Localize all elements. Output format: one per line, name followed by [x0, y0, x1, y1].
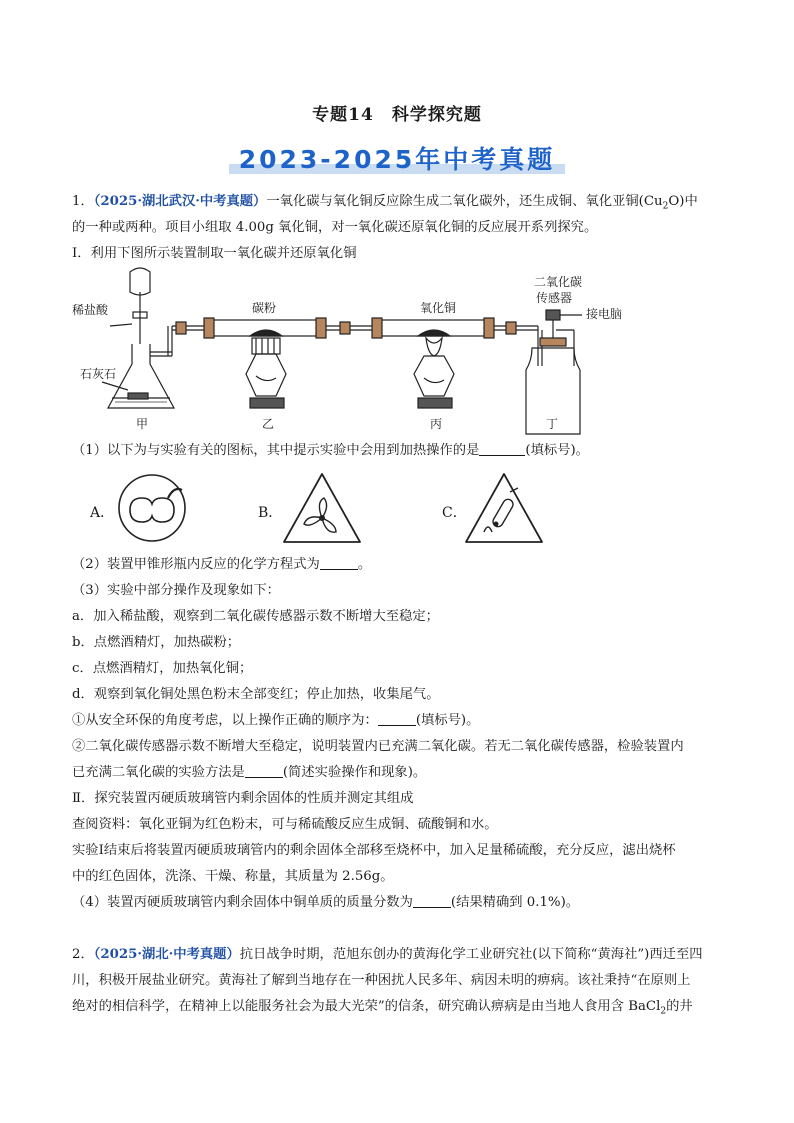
icon-label-b: B．: [258, 505, 283, 521]
banner: 2023-2025年中考真题: [233, 140, 562, 176]
q1-exp-line2: 中的红色固体，洗涤、干燥、称量，其质量为 2.56g。: [72, 869, 394, 884]
q1-sub2-a: （2）装置甲锥形瓶内反应的化学方程式为: [72, 557, 320, 572]
tube-yi: [204, 318, 326, 408]
q1-info: 查阅资料：氧化亚铜为红色粉末，可与稀硫酸反应生成铜、硫酸铜和水。: [72, 817, 498, 832]
heating-icon: [462, 470, 546, 546]
label-sensor-2: 传感器: [536, 291, 573, 305]
goggles-icon: [116, 472, 188, 544]
q1-intro-b: 中: [684, 194, 698, 209]
q2-source: （2025·湖北·中考真题）: [93, 947, 240, 962]
q1-sub3-1-b: (填标号)。: [415, 713, 480, 728]
q2-line3-a: 绝对的相信科学，在精神上以能服务社会为最大光荣”的信条，研究确认痹病是由当地人食用含 BaCl: [72, 999, 661, 1014]
q1-sub4-b: (结果精确到 0.1%)。: [450, 895, 580, 910]
q1-sub3-2-line2: [72, 760, 724, 786]
fan-icon: [280, 470, 364, 546]
q1-intro: [72, 189, 724, 267]
icon-label-c: C．: [442, 505, 467, 521]
q1-sub3-2-b: (简述实验操作和现象)。: [282, 765, 427, 780]
tube-bing: [372, 318, 494, 408]
bacl2-sub: 2: [660, 1006, 667, 1017]
q1-sub3-1-a: ①从安全环保的角度考虑，以上操作正确的顺序为：: [72, 713, 378, 728]
q2-line-2: 川，积极开展盐业研究。黄海社了解到当地存在一种困扰人民多年、病因未明的痹病。该社秉持“在原则上: [72, 973, 691, 988]
icon-label-a: A．: [90, 505, 115, 521]
q2: [72, 942, 724, 1020]
label-limestone: 石灰石: [80, 367, 117, 381]
label-hcl: 稀盐酸: [72, 303, 109, 317]
answer-blank-3[interactable]: [378, 711, 416, 726]
q1-part1: Ⅰ．利用下图所示装置制取一氧化碳并还原氧化铜: [72, 246, 357, 261]
label-sensor-1: 二氧化碳: [534, 275, 583, 289]
q2-line1-text: 抗日战争时期，范旭东创办的黄海化学工业研究社(以下简称“黄海社”)西迁至四: [239, 947, 703, 962]
q1-sub3-1: [72, 708, 724, 734]
label-yi: 乙: [262, 417, 275, 431]
answer-blank-4[interactable]: [245, 763, 283, 778]
apparatus-figure: [70, 266, 670, 438]
label-carbon: 碳粉: [252, 301, 277, 315]
q1-number: 1．: [72, 194, 94, 209]
label-bing: 丙: [430, 417, 443, 431]
label-computer: 接电脑: [586, 307, 623, 321]
q1-line-1: [72, 189, 724, 215]
q1-sub4: [72, 890, 724, 916]
q1-sub3-2-a: 已充满二氧化碳的实验方法是: [72, 765, 245, 780]
safety-icons: [70, 470, 630, 550]
step-a: a．加入稀盐酸，观察到二氧化碳传感器示数不断增大至稳定；: [72, 609, 439, 624]
q1-sub1: [72, 438, 724, 464]
q1-sub1-b: (填标号)。: [525, 443, 589, 458]
q2-line3-b: 的井: [666, 999, 693, 1014]
page-title: 专题14 科学探究题: [312, 105, 482, 125]
label-jia: 甲: [136, 417, 149, 431]
q2-number: 2．: [72, 947, 94, 962]
label-ding: 丁: [546, 417, 559, 431]
bottle-ding: [526, 310, 582, 434]
step-d: d．观察到氧化铜处黑色粉末全部变红；停止加热，收集尾气。: [72, 687, 440, 702]
cu2o-open: (Cu: [638, 194, 663, 209]
step-b: b．点燃酒精灯，加热碳粉；: [72, 635, 241, 650]
q1-sub1-a: （1）以下为与实验有关的图标，其中提示实验中会用到加热操作的是: [72, 443, 480, 458]
q1-sub3: （3）实验中部分操作及现象如下：: [72, 583, 280, 598]
answer-blank-1[interactable]: [479, 441, 525, 456]
q1-line-2: 的一种或两种。项目小组取 4.00g 氧化铜，对一氧化碳还原氧化铜的反应展开系列探究。: [72, 220, 598, 235]
q1-part2: Ⅱ．探究装置丙硬质玻璃管内剩余固体的性质并测定其组成: [72, 791, 414, 806]
q2-line-1: [72, 942, 724, 968]
q1-sub2-b: 。: [357, 557, 372, 572]
q1-body: [72, 552, 724, 916]
flask-jia: [102, 268, 174, 408]
step-c: c．点燃酒精灯，加热氧化铜；: [72, 661, 253, 676]
banner-wrap: [0, 140, 794, 176]
q1-exp-line1: 实验Ⅰ结束后将装置丙硬质玻璃管内的剩余固体全部移至烧杯中，加入足量稀硫酸，充分反应，滤出烧杯: [72, 843, 676, 858]
answer-blank-5[interactable]: [413, 893, 451, 908]
answer-blank-2[interactable]: [320, 555, 358, 570]
cu2o-sub: 2: [662, 201, 669, 212]
q1-sub3-2-line1: ②二氧化碳传感器示数不断增大至稳定，说明装置内已充满二氧化碳。若无二氧化碳传感器，检验装置内: [72, 739, 684, 754]
q1-sub4-a: （4）装置丙硬质玻璃管内剩余固体中铜单质的质量分数为: [72, 895, 413, 910]
cu2o-close: O): [668, 194, 685, 209]
q1-source: （2025·湖北武汉·中考真题）: [93, 194, 267, 209]
label-cuo: 氧化铜: [420, 301, 457, 315]
q2-line-3: [72, 994, 724, 1020]
q1-sub1-line: [72, 438, 724, 464]
q1-sub2-line: [72, 552, 724, 578]
q1-intro-a: 一氧化碳与氧化铜反应除生成二氧化碳外，还生成铜、氧化亚铜: [266, 194, 639, 209]
